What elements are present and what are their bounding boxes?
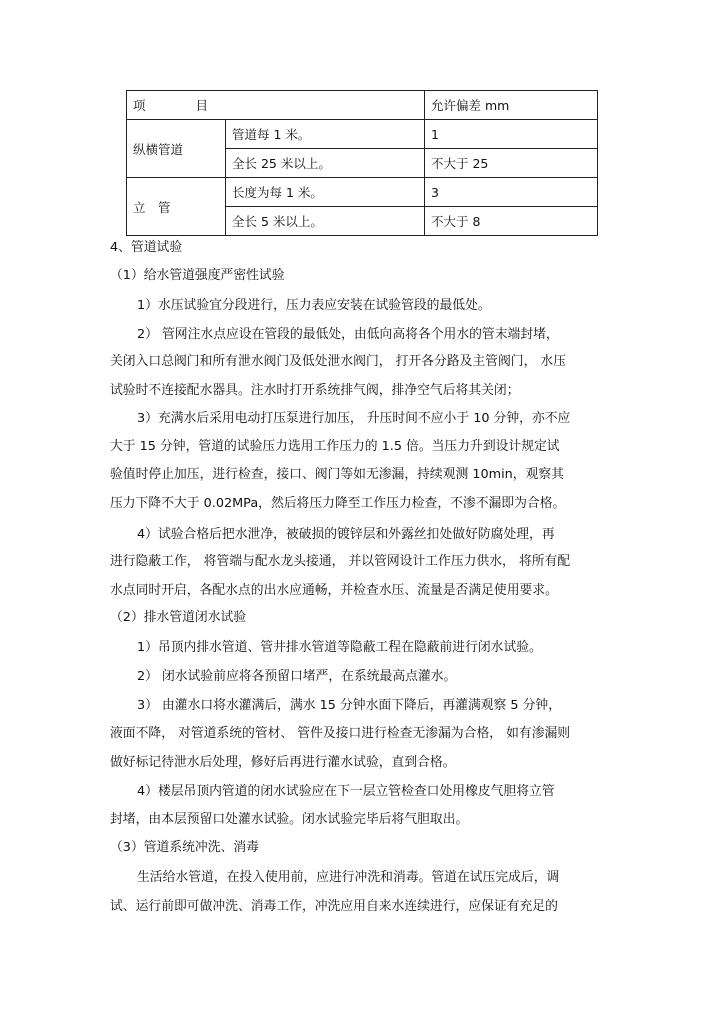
paragraph-line: 2） 管网注水点应设在管段的最低处，由低向高将各个用水的管末端封堵， — [137, 327, 559, 342]
table-row — [127, 120, 598, 149]
paragraph-line: 液面不降， 对管道系统的管材、 管件及接口进行检查无渗漏为合格， 如有渗漏则 — [110, 726, 571, 741]
paragraph-line: 压力下降不大于 0.02MPa，然后将压力降至工作压力检查，不渗不漏即为合格。 — [110, 496, 566, 511]
paragraph-line: 2） 闭水试验前应将各预留口堵严，在系统最高点灌水。 — [137, 669, 457, 684]
desc-cell: 全长 25 米以上。 — [226, 149, 425, 178]
header-item-cell: 项 目 — [127, 91, 425, 120]
paragraph-line: 1）吊顶内排水管道、管井排水管道等隐蔽工程在隐蔽前进行闭水试验。 — [137, 640, 542, 655]
paragraph-line: 关闭入口总阀门和所有泄水阀门及低处泄水阀门， 打开各分路及主管阀门， 水压 — [110, 354, 567, 369]
subsection-heading: （2）排水管道闭水试验 — [110, 610, 247, 625]
paragraph-line: 水点同时开启，各配水点的出水应通畅，并检查水压、流量是否满足使用要求。 — [110, 583, 558, 598]
subsection-heading: （1）给水管道强度严密性试验 — [110, 268, 285, 283]
group-name-cell: 纵横管道 — [127, 120, 226, 178]
paragraph-line: 3） 由灌水口将水灌满后，满水 15 分钟水面下降后，再灌满观察 5 分钟， — [137, 698, 562, 713]
table-header-row — [127, 91, 598, 120]
subsection-heading: （3）管道系统冲洗、消毒 — [110, 840, 259, 855]
paragraph-line: 4）楼层吊顶内管道的闭水试验应在下一层立管检查口处用橡皮气胆将立管 — [137, 784, 555, 799]
paragraph-line: 3）充满水后采用电动打压泵进行加压， 升压时间不应小于 10 分钟，亦不应 — [137, 411, 571, 426]
table-row — [127, 178, 598, 207]
paragraph-line: 验值时停止加压，进行检查，接口、阀门等如无渗漏，持续观测 10min，观察其 — [110, 467, 564, 482]
desc-cell: 全长 5 米以上。 — [226, 207, 425, 236]
paragraph-line: 进行隐蔽工作， 将管端与配水龙头接通， 并以管网设计工作压力供水， 将所有配 — [110, 554, 571, 569]
desc-cell: 管道每 1 米。 — [226, 120, 425, 149]
paragraph-line: 试、运行前即可做冲洗、消毒工作，冲洗应用自来水连续进行，应保证有充足的 — [110, 899, 558, 914]
value-cell: 3 — [425, 178, 598, 207]
paragraph-line: 封堵，由本层预留口处灌水试验。闭水试验完毕后将气胆取出。 — [110, 812, 469, 827]
paragraph-line: 试验时不连接配水器具。注水时打开系统排气阀，排净空气后将其关闭； — [110, 383, 520, 398]
pipe-tolerance-table — [126, 90, 598, 236]
value-cell: 不大于 25 — [425, 149, 598, 178]
group-name-cell: 立 管 — [127, 178, 226, 236]
paragraph-line: 4）试验合格后把水泄净，被破损的镀锌层和外露丝扣处做好防腐处理，再 — [137, 527, 555, 542]
header-tolerance-cell: 允许偏差 mm — [425, 91, 598, 120]
paragraph-line: 做好标记待泄水后处理，修好后再进行灌水试验，直到合格。 — [110, 755, 456, 770]
section-heading: 4、管道试验 — [110, 240, 183, 255]
value-cell: 不大于 8 — [425, 207, 598, 236]
paragraph-line: 1）水压试验宜分段进行，压力表应安装在试验管段的最低处。 — [137, 298, 491, 313]
paragraph-line: 生活给水管道，在投入使用前，应进行冲洗和消毒。管道在试压完成后，调 — [137, 870, 560, 885]
paragraph-line: 大于 15 分钟，管道的试验压力选用工作压力的 1.5 倍。当压力升到设计规定试 — [110, 439, 560, 454]
desc-cell: 长度为每 1 米。 — [226, 178, 425, 207]
value-cell: 1 — [425, 120, 598, 149]
